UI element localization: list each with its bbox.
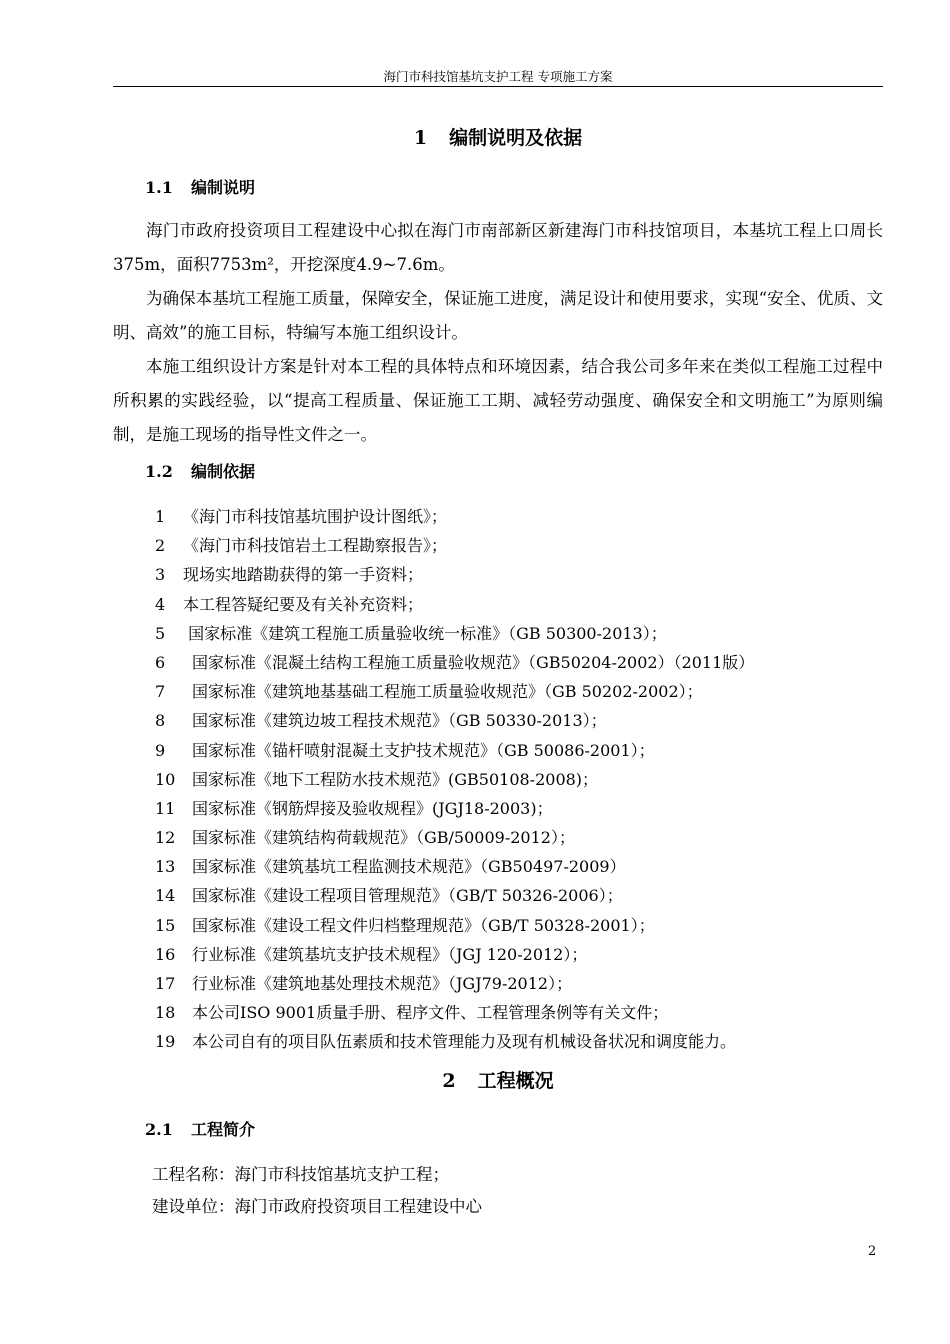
item-text: 现场实地踏勘获得的第一手资料； [183,565,424,585]
list-item [155,972,885,1001]
paragraph-1: 海门市政府投资项目工程建设中心拟在海门市南部新区新建海门市科技馆项目，本基坑工程上口周长375m，面积7753m²，开挖深度4.9~7.6m。 [113,221,883,274]
list-item [155,1001,885,1030]
owner-unit-line: 建设单位：海门市政府投资项目工程建设中心 [152,1197,482,1216]
list-item [155,534,885,563]
item-text: 行业标准《建筑基坑支护技术规程》（JGJ 120-2012）； [192,944,588,964]
list-item [155,563,885,592]
list-item [155,1030,885,1059]
item-text: 国家标准《建筑地基基础工程施工质量验收规范》（GB 50202-2002）； [192,682,703,702]
section-1-title: 编制说明及依据 [449,127,583,149]
item-number: 4 [155,594,166,614]
list-item [155,768,885,797]
list-item [155,622,885,651]
item-number: 1 [155,507,166,526]
item-number: 18 [155,1003,176,1023]
reference-list [155,505,885,1060]
item-number: 14 [155,886,176,906]
item-number: 5 [155,623,166,643]
page-number: 2 [868,1244,877,1259]
item-text: 国家标准《建筑基坑工程监测技术规范》（GB50497-2009） [192,857,626,877]
section-1-2-number: 1.2 [145,462,173,481]
list-item [155,884,885,913]
list-item [155,797,885,826]
list-item [155,739,885,768]
section-2-number: 2 [442,1070,456,1092]
page-header: 海门市科技馆基坑支护工程 专项施工方案 [113,68,883,87]
section-2-1-number: 2.1 [145,1120,173,1139]
section-1-2-heading [145,462,255,482]
section-2-1-heading [145,1120,255,1140]
list-item [155,826,885,855]
item-number: 12 [155,828,176,848]
section-1-1-number: 1.1 [145,178,173,197]
item-number: 10 [155,769,176,789]
item-number: 13 [155,857,176,877]
item-text: 国家标准《建筑结构荷载规范》（GB/50009-2012）； [192,828,575,848]
item-number: 19 [155,1032,176,1052]
item-text: 国家标准《建筑工程施工质量验收统一标准》（GB 50300-2013）； [183,623,667,643]
item-text: 行业标准《建筑地基处理技术规范》（JGJ79-2012）； [192,974,573,993]
list-item [155,593,885,622]
item-number: 6 [155,652,166,672]
section-1-1-heading [145,178,255,198]
paragraph-3: 本施工组织设计方案是针对本工程的具体特点和环境因素，结合我公司多年来在类似工程施工过程中所积累的实践经验，以“提高工程质量、保证施工工期、减轻劳动强度、确保安全和文明施工”为原则编制，是施工现场的指导性文件之一。 [113,357,883,444]
item-number: 15 [155,915,176,935]
item-text: 国家标准《钢筋焊接及验收规程》(JGJ18-2003)； [192,798,553,818]
list-item [155,855,885,884]
list-item [155,651,885,680]
item-number: 2 [155,536,166,556]
item-number: 7 [155,682,166,702]
item-text: 本工程答疑纪要及有关补充资料； [183,594,424,614]
item-text: 国家标准《建设工程文件归档整理规范》（GB/T 50328-2001）； [192,915,655,935]
section-1-number: 1 [413,127,428,149]
section-2-1-title: 工程简介 [191,1120,256,1139]
item-text: 国家标准《建设工程项目管理规范》（GB/T 50326-2006）； [192,886,623,906]
item-text: 本公司ISO 9001质量手册、程序文件、工程管理条例等有关文件； [192,1003,669,1023]
item-number: 11 [155,798,176,818]
list-item [155,943,885,972]
item-number: 8 [155,711,166,731]
item-text: 《海门市科技馆基坑围护设计图纸》； [183,507,448,526]
item-text: 本公司自有的项目队伍素质和技术管理能力及现有机械设备状况和调度能力。 [192,1032,737,1052]
project-name-line: 工程名称：海门市科技馆基坑支护工程； [152,1165,449,1184]
item-text: 国家标准《地下工程防水技术规范》(GB50108-2008)； [192,769,599,789]
item-number: 9 [155,740,166,760]
item-text: 《海门市科技馆岩土工程勘察报告》； [183,536,448,556]
section-2-title: 工程概况 [477,1070,554,1092]
list-item [155,680,885,709]
item-text: 国家标准《建筑边坡工程技术规范》（GB 50330-2013）； [192,711,607,731]
section-1-heading [113,126,883,150]
item-number: 17 [155,974,176,993]
item-number: 16 [155,944,176,964]
section-2-heading [113,1069,883,1093]
list-item [155,505,885,534]
section-1-2-title: 编制依据 [191,462,256,481]
item-text: 国家标准《混凝土结构工程施工质量验收规范》（GB50204-2002）（2011版） [192,652,755,672]
item-number: 3 [155,565,166,585]
section-1-1-title: 编制说明 [191,178,256,197]
list-item [155,709,885,738]
list-item [155,914,885,943]
paragraph-2: 为确保本基坑工程施工质量，保障安全，保证施工进度，满足设计和使用要求，实现“安全、优质、文明、高效”的施工目标，特编写本施工组织设计。 [113,289,883,342]
item-text: 国家标准《锚杆喷射混凝土支护技术规范》（GB 50086-2001）； [192,740,655,760]
